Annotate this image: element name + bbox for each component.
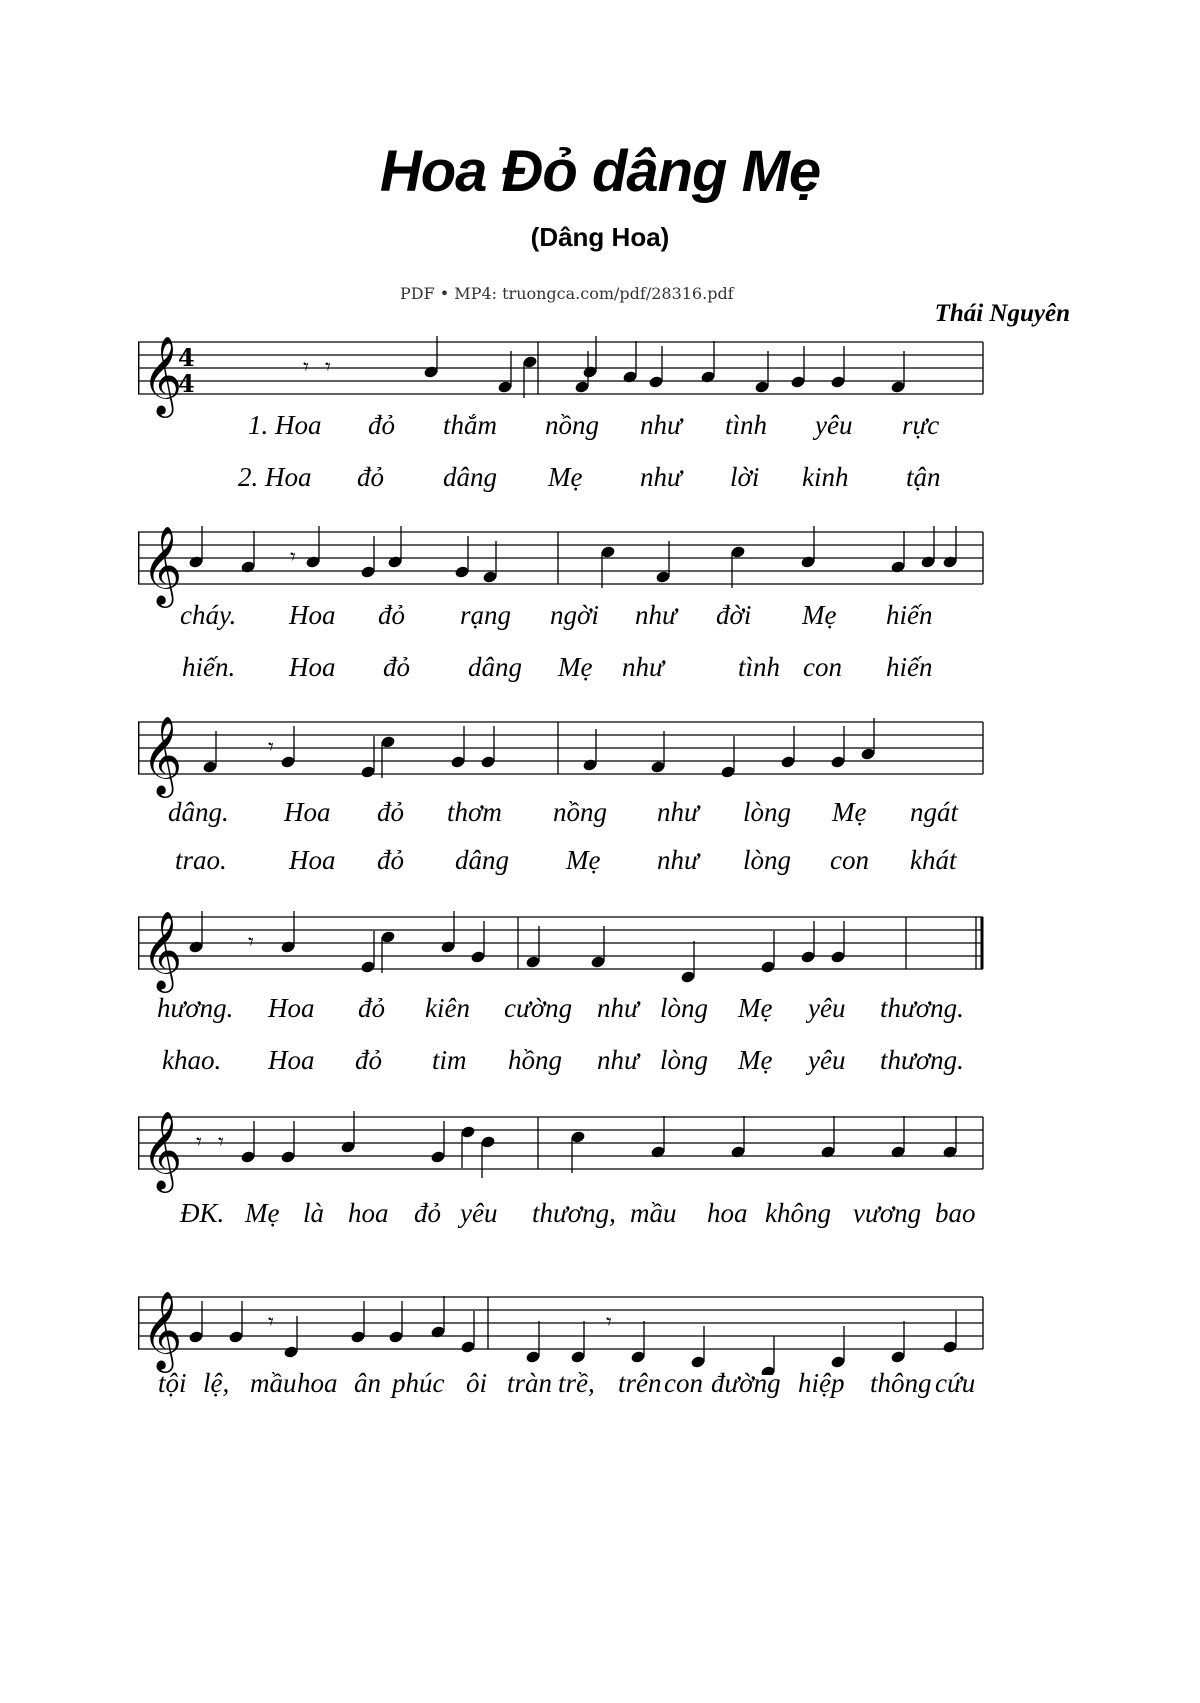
time-signature-top: 4 bbox=[178, 343, 195, 372]
treble-clef-icon: 𝄞 bbox=[142, 911, 183, 990]
lyric-word: ân bbox=[354, 1368, 381, 1398]
lyric-word: đỏ bbox=[378, 600, 405, 630]
lyric-word: tình bbox=[725, 410, 768, 440]
lyric-word: phúc bbox=[392, 1368, 445, 1398]
lyric-word: Mẹ bbox=[548, 462, 583, 492]
lyric-word: con bbox=[664, 1368, 703, 1398]
lyric-word: tình bbox=[738, 652, 781, 682]
lyric-word: thơm bbox=[447, 797, 502, 827]
lyric-word: lòng bbox=[660, 1045, 709, 1075]
rest-icon: 𝄾 bbox=[303, 355, 309, 380]
lyric-word: đỏ bbox=[355, 1045, 382, 1075]
lyric-word: Hoa bbox=[268, 993, 315, 1023]
lyric-word: đường bbox=[711, 1368, 781, 1398]
lyric-word: 1. Hoa bbox=[248, 410, 322, 440]
lyric-word: thương. bbox=[880, 993, 964, 1023]
lyric-word: hiến bbox=[886, 600, 933, 630]
lyric-word: đời bbox=[716, 600, 752, 630]
lyric-word: dâng bbox=[468, 652, 522, 682]
treble-clef-icon: 𝄞 bbox=[142, 336, 183, 415]
lyric-word: đỏ bbox=[357, 462, 384, 492]
lyric-word: lòng bbox=[743, 797, 792, 827]
lyric-word: như bbox=[640, 410, 682, 440]
lyric-word: đỏ bbox=[377, 845, 404, 875]
lyric-word: khao. bbox=[162, 1045, 222, 1075]
treble-clef-icon: 𝄞 bbox=[142, 716, 183, 795]
lyric-word: hương. bbox=[157, 993, 234, 1023]
lyric-word: Hoa bbox=[289, 652, 336, 682]
lyric-word: hiệp bbox=[798, 1368, 845, 1398]
lyric-word: như bbox=[640, 462, 682, 492]
lyric-word: đỏ bbox=[414, 1198, 441, 1228]
lyric-word: con bbox=[803, 652, 842, 682]
treble-clef-icon: 𝄞 bbox=[142, 1291, 183, 1370]
lyric-word: ĐK. bbox=[180, 1198, 225, 1228]
lyric-word: ngát bbox=[910, 797, 959, 827]
lyric-word: như bbox=[657, 797, 699, 827]
lyric-word: yêu bbox=[460, 1198, 498, 1228]
lyric-word: trề, bbox=[558, 1368, 595, 1398]
lyric-word: con bbox=[830, 845, 869, 875]
treble-clef-icon: 𝄞 bbox=[142, 1111, 183, 1190]
lyric-word: trên bbox=[618, 1368, 662, 1398]
lyric-word: cháy. bbox=[180, 600, 237, 630]
rest-icon: 𝄾 bbox=[268, 735, 274, 760]
source-link[interactable]: PDF • MP4: truongca.com/pdf/28316.pdf bbox=[400, 284, 734, 303]
lyric-word: khát bbox=[910, 845, 957, 875]
lyric-word: Hoa bbox=[284, 797, 331, 827]
lyric-word: hoa bbox=[707, 1198, 748, 1228]
lyric-word: cứu bbox=[935, 1368, 976, 1398]
lyric-word: yêu bbox=[808, 1045, 846, 1075]
lyric-word: Mẹ bbox=[738, 1045, 773, 1075]
rest-icon: 𝄾 bbox=[268, 1310, 274, 1335]
lyric-word: yêu bbox=[815, 410, 853, 440]
lyric-word: hiến. bbox=[182, 652, 236, 682]
lyric-word: tim bbox=[432, 1045, 467, 1075]
rest-icon: 𝄾 bbox=[606, 1310, 612, 1335]
lyric-word: nồng bbox=[545, 410, 599, 440]
rest-icon: 𝄾 bbox=[325, 355, 331, 380]
lyric-word: lòng bbox=[743, 845, 792, 875]
lyric-word: đỏ bbox=[383, 652, 410, 682]
lyric-word: hiến bbox=[886, 652, 933, 682]
lyric-word: như bbox=[657, 845, 699, 875]
lyric-word: nồng bbox=[553, 797, 607, 827]
staff-system-6 bbox=[138, 1265, 1088, 1375]
staff-system-4 bbox=[138, 885, 1088, 995]
lyric-word: dâng bbox=[455, 845, 509, 875]
composer-name: Thái Nguyên bbox=[934, 300, 1070, 327]
rest-icon: 𝄾 bbox=[218, 1130, 224, 1155]
staff-system-2 bbox=[138, 500, 1088, 610]
lyric-word: yêu bbox=[808, 993, 846, 1023]
lyric-word: vương bbox=[853, 1198, 922, 1228]
staff-system-5 bbox=[138, 1085, 1088, 1195]
lyric-word: như bbox=[635, 600, 677, 630]
lyric-word: mầu bbox=[250, 1368, 297, 1398]
lyric-word: Mẹ bbox=[566, 845, 601, 875]
lyric-word: kiên bbox=[425, 993, 470, 1023]
lyric-word: như bbox=[622, 652, 664, 682]
lyric-word: hoa bbox=[297, 1368, 338, 1398]
lyric-word: thương, bbox=[532, 1198, 616, 1228]
lyric-word: dâng. bbox=[168, 797, 229, 827]
lyric-word: tội bbox=[158, 1368, 187, 1398]
lyric-word: Mẹ bbox=[738, 993, 773, 1023]
staff-system-1 bbox=[138, 310, 1088, 420]
rest-icon: 𝄾 bbox=[196, 1130, 202, 1155]
lyric-word: Mẹ bbox=[832, 797, 867, 827]
lyric-word: ôi bbox=[466, 1368, 488, 1398]
lyric-word: hoa bbox=[348, 1198, 389, 1228]
rest-icon: 𝄾 bbox=[290, 545, 296, 570]
lyric-word: đỏ bbox=[358, 993, 385, 1023]
lyric-word: Hoa bbox=[289, 845, 336, 875]
lyric-word: Mẹ bbox=[558, 652, 593, 682]
lyric-word: dâng bbox=[443, 462, 497, 492]
lyric-word: lệ, bbox=[203, 1368, 230, 1398]
time-signature-bottom: 4 bbox=[178, 369, 195, 398]
lyric-word: thắm bbox=[443, 410, 497, 440]
lyric-word: rạng bbox=[460, 600, 512, 630]
staff-system-3 bbox=[138, 690, 1088, 800]
lyric-word: lời bbox=[730, 462, 760, 492]
lyric-word: Mẹ bbox=[245, 1198, 280, 1228]
lyric-word: trao. bbox=[175, 845, 227, 875]
lyric-word: rực bbox=[902, 410, 940, 440]
lyric-word: cường bbox=[504, 993, 573, 1023]
lyric-word: đỏ bbox=[377, 797, 404, 827]
treble-clef-icon: 𝄞 bbox=[142, 526, 183, 605]
lyric-word: Hoa bbox=[268, 1045, 315, 1075]
lyric-word: tận bbox=[906, 462, 941, 492]
lyric-word: thông bbox=[870, 1368, 932, 1398]
lyric-word: thương. bbox=[880, 1045, 964, 1075]
lyric-word: như bbox=[597, 993, 639, 1023]
lyric-word: không bbox=[765, 1198, 831, 1228]
lyric-word: mầu bbox=[630, 1198, 677, 1228]
song-subtitle: (Dâng Hoa) bbox=[530, 222, 670, 252]
song-title: Hoa Đỏ dâng Mẹ bbox=[379, 139, 821, 204]
lyric-word: như bbox=[597, 1045, 639, 1075]
lyric-word: là bbox=[303, 1198, 325, 1228]
lyric-word: tràn bbox=[507, 1368, 553, 1398]
lyric-word: ngời bbox=[550, 600, 599, 630]
lyric-word: 2. Hoa bbox=[238, 462, 312, 492]
lyric-word: kinh bbox=[802, 462, 849, 492]
rest-icon: 𝄾 bbox=[248, 930, 254, 955]
lyric-word: bao bbox=[935, 1198, 976, 1228]
lyric-word: đỏ bbox=[368, 410, 395, 440]
lyric-word: Hoa bbox=[289, 600, 336, 630]
lyric-word: Mẹ bbox=[802, 600, 837, 630]
lyric-word: hồng bbox=[508, 1045, 562, 1075]
lyric-word: lòng bbox=[660, 993, 709, 1023]
